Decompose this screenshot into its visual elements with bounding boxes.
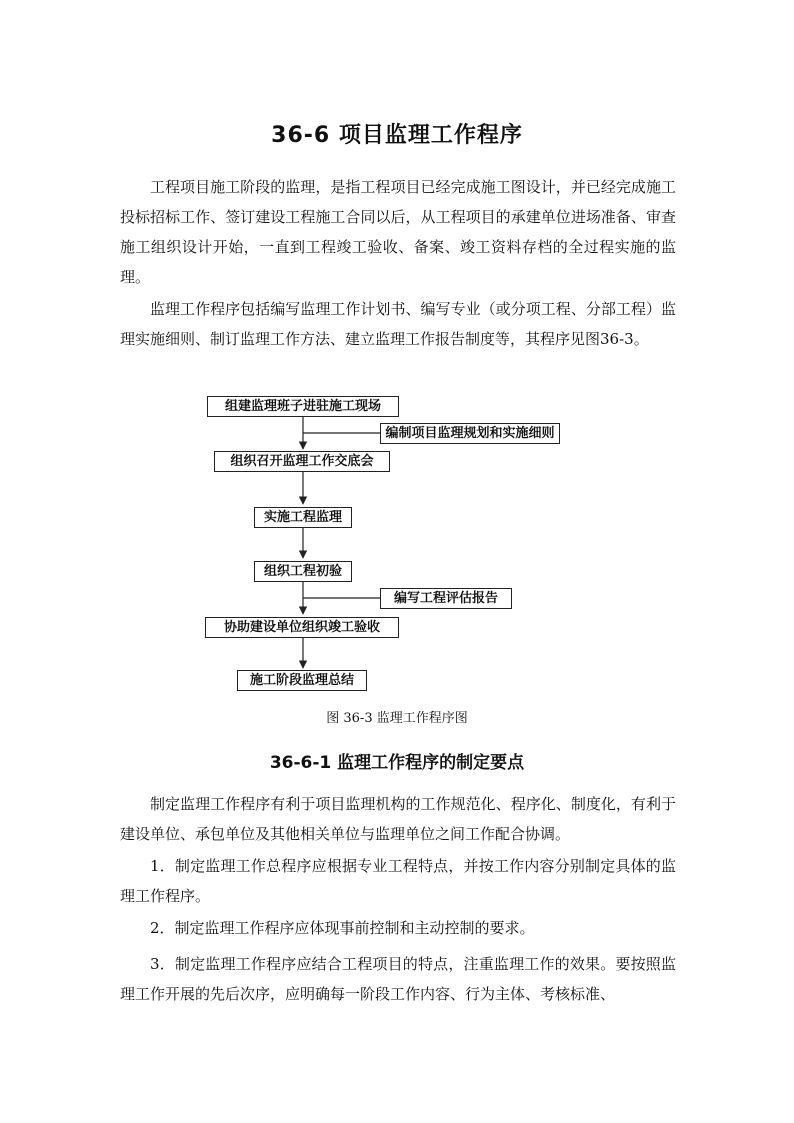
list-item-1: 1．制定监理工作总程序应根据专业工程特点，并按工作内容分别制定具体的监理工作程序。 bbox=[120, 857, 676, 905]
flow-side-input-2: 编写工程评估报告 bbox=[380, 588, 512, 609]
intro-paragraph-2: 监理工作程序包括编写监理工作计划书、编写专业（或分项工程、分部工程）监理实施细则、制订监理工作方法、建立监理工作报告制度等，其程序见图36-3。 bbox=[120, 300, 676, 348]
figure-caption: 图 36-3 监理工作程序图 bbox=[326, 711, 468, 726]
flow-step-1: 组建监理班子进驻施工现场 bbox=[207, 396, 399, 417]
flow-step-4: 组织工程初验 bbox=[254, 561, 352, 582]
flow-side-input-1: 编制项目监理规划和实施细则 bbox=[380, 423, 560, 444]
section-title: 36-6 项目监理工作程序 bbox=[271, 123, 523, 148]
subsection-paragraph: 制定监理工作程序有利于项目监理机构的工作规范化、程序化、制度化，有利于建设单位、承包单位及其他相关单位与监理单位之间工作配合协调。 bbox=[120, 795, 676, 843]
intro-paragraph-1: 工程项目施工阶段的监理，是指工程项目已经完成施工图设计，并已经完成施工投标招标工作、签订建设工程施工合同以后，从工程项目的承建单位进场准备、审查施工组织设计开始，一直到工程竣工验收、备案、竣工资料存档的全过程实施的监理。 bbox=[120, 178, 676, 286]
list-item-3: 3．制定监理工作程序应结合工程项目的特点，注重监理工作的效果。要按照监理工作开展的先后次序，应明确每一阶段工作内容、行为主体、考核标准、 bbox=[120, 955, 676, 1003]
flow-step-5: 协助建设单位组织竣工验收 bbox=[205, 617, 399, 638]
flow-step-3: 实施工程监理 bbox=[254, 507, 352, 528]
list-item-2: 2．制定监理工作程序应体现事前控制和主动控制的要求。 bbox=[150, 919, 535, 937]
flow-step-2: 组织召开监理工作交底会 bbox=[214, 451, 390, 472]
flow-step-6: 施工阶段监理总结 bbox=[237, 670, 367, 691]
subsection-title: 36-6-1 监理工作程序的制定要点 bbox=[269, 753, 525, 773]
